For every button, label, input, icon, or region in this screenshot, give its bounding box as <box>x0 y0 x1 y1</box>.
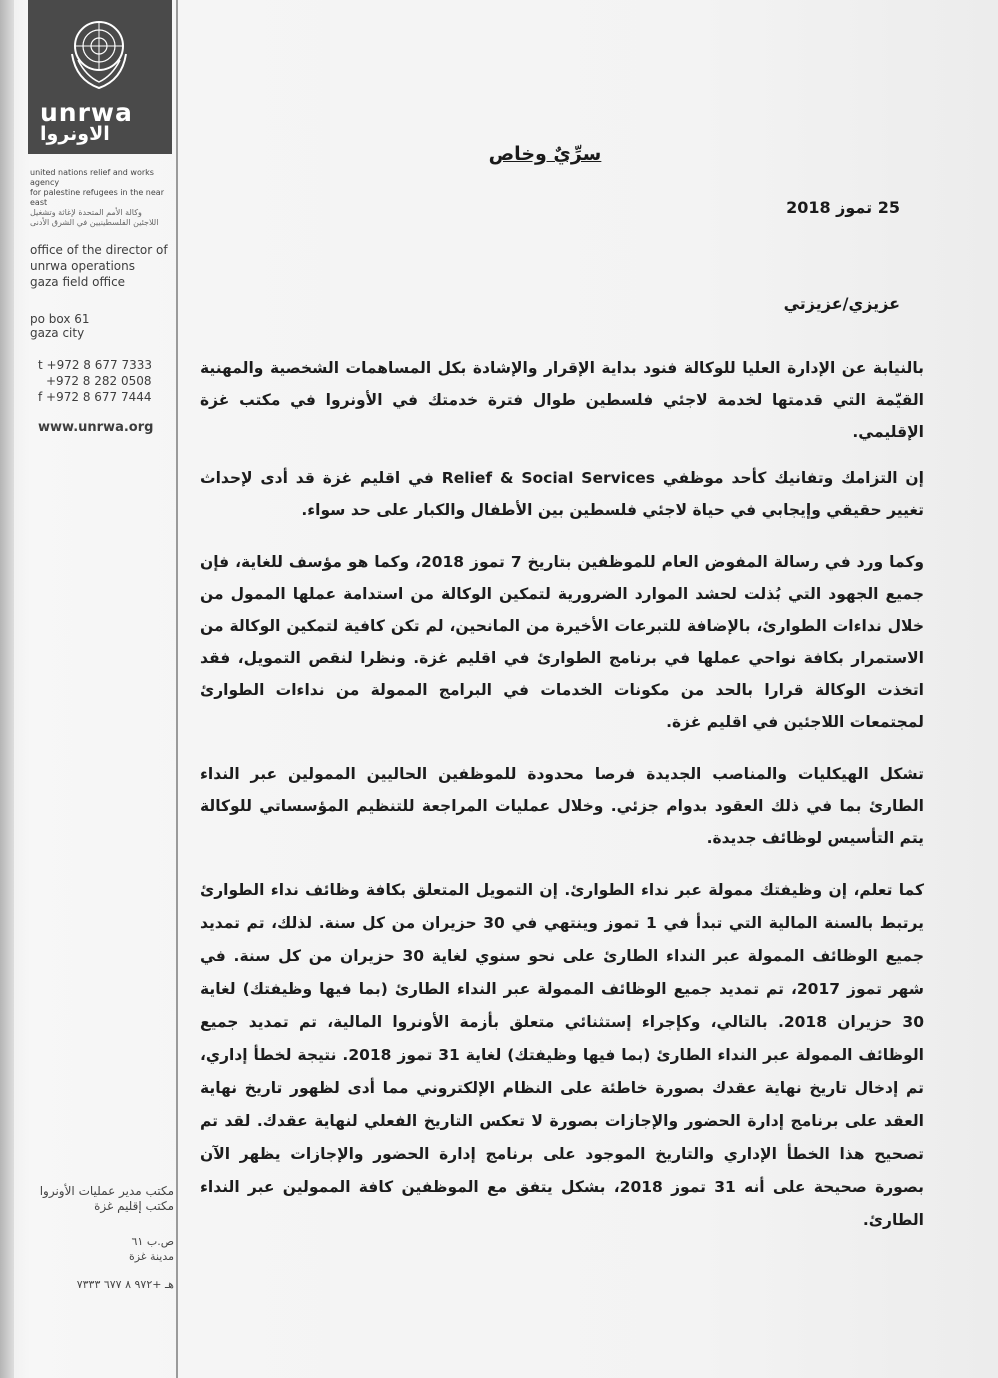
office-line-2: unrwa operations <box>30 259 135 273</box>
po-box-city: gaza city <box>30 326 85 340</box>
logo-text-en: unrwa <box>40 98 133 127</box>
body-paragraph: بالنيابة عن الإدارة العليا للوكالة فنود بداية الإقرار والإشادة بكل المساهمات الشخصية والمهنية القيّمة التي قدمتها لخدمة لاجئي فلسطين طوال فترة خدمتك في الأونروا في مكتب غزة الإقليمي. <box>200 359 924 441</box>
arabic-office-address <box>28 1184 174 1214</box>
office-line-1: office of the director of <box>30 243 168 257</box>
arabic-po-box <box>28 1234 174 1264</box>
agency-name-en-2: for palestine refugees in the near east <box>30 188 164 207</box>
office-address <box>30 242 175 290</box>
body-paragraph: كما تعلم، إن وظيفتك ممولة عبر نداء الطوارئ. إن التمويل المتعلق بكافة وظائف نداء الطوارئ يرتبط بالسنة المالية التي تبدأ في 1 تموز وينتهي في 30 حزيران من كل سنة. لذلك، تم تمديد جميع الوظائف الممولة عبر النداء الطارئ على نحو سنوي لغاية 30 حزيران من كل سنة. في شهر تموز 2017، تم تمديد جميع الوظائف الممولة عبر النداء الطارئ (بما فيها وظيفتك) لغاية 30 حزيران 2018. بالتالي، وكإجراء إستثنائي متعلق بأزمة الأونروا المالية، تم تمديد جميع الوظائف الممولة عبر النداء الطارئ (بما فيها وظيفتك) لغاية 31 تموز 2018. نتيجة لخطأ إداري، تم إدخال تاريخ نهاية عقدك بصورة خاطئة على النظام الإلكتروني مما أدى لظهور تاريخ نهاية العقد على برنامج إدارة الحضور والإجازات بصورة لا تعكس التاريخ الفعلي لنهاية عقدك. لقد تم تصحيح هذا الخطأ الإداري والتاريخ الموجود على برنامج إدارة الحضور والإجازات يظهر الآن بصورة صحيحة على أنه 31 تموز 2018، بشكل يتفق مع الموظفين كافة الممولين عبر النداء الطارئ. <box>200 881 925 1229</box>
website-link: www.unrwa.org <box>38 420 154 435</box>
agency-name-ar-1: وكالة الأمم المتحدة لإغاثة وتشغيل <box>30 208 142 217</box>
agency-name-ar-2: اللاجئين الفلسطينيين في الشرق الأدنى <box>30 218 159 227</box>
body-paragraph: تشكل الهيكليات والمناصب الجديدة فرصا محدودة للموظفين الحاليين الممولين عبر النداء الطارئ بما في ذلك العقود بدوام جزئي. وخلال عمليات المراجعة للتنظيم المؤسساتي للوكالة يتم التأسيس لوظائف جديدة. <box>200 765 924 847</box>
office-line-3: gaza field office <box>30 275 126 289</box>
logo-text-ar: الاونروا <box>40 123 110 145</box>
unrwa-logo <box>28 0 172 154</box>
agency-name-en-1: united nations relief and works agency <box>30 168 154 187</box>
letter-body <box>200 352 924 1257</box>
po-box-number: po box 61 <box>30 312 90 326</box>
fax: f +972 8 677 7444 <box>38 390 152 404</box>
body-paragraph: إن التزامك وتفانيك كأحد موظفي Relief & Social Services في اقليم غزة قد أدى لإحداث تغيير حقيقي وإيجابي في حياة لاجئي فلسطين بين الأطفال والكبار على حد سواء. <box>200 469 924 519</box>
agency-name <box>30 168 170 228</box>
un-emblem-icon <box>66 14 132 92</box>
arabic-po-box-city: مدينة غزة <box>128 1250 174 1263</box>
telephone-2: +972 8 282 0508 <box>46 374 152 388</box>
sidebar-divider <box>176 0 178 1378</box>
arabic-office-line-1: مكتب مدير عمليات الأونروا <box>39 1184 174 1198</box>
letter-greeting: عزيزي/عزيزتي <box>783 294 900 313</box>
arabic-phone: هـ +٩٧٢ ٨ ٦٧٧ ٧٣٣٣ <box>76 1278 174 1291</box>
contact-numbers <box>38 357 152 405</box>
body-paragraph: وكما ورد في رسالة المفوض العام للموظفين بتاريخ 7 تموز 2018، وكما هو مؤسف للغاية، فإن جميع الجهود التي بُذلت لحشد الموارد الضرورية لتمكين الوكالة من استدامة عملها الممول من خلال نداءات الطوارئ، بالإضافة للتبرعات الأخيرة من المانحين، لم تكن كافية لتمكين الوكالة من الاستمرار بكافة نواحي عملها في برنامج الطوارئ في اقليم غزة. ونظرا لنقص التمويل، فقد اتخذت الوكالة قرارا بالحد من مكونات الخدمات في البرامج الممولة من نداءات الطوارئ لمجتمعات اللاجئين في اقليم غزة. <box>200 553 924 731</box>
letter-date: 25 تموز 2018 <box>786 198 900 217</box>
letter-title: سرِّيٌ وخاص <box>488 143 602 165</box>
po-box <box>30 312 90 340</box>
telephone: t +972 8 677 7333 <box>38 358 152 372</box>
page-fold-shadow <box>0 0 14 1378</box>
arabic-po-box-number: ص.ب ٦١ <box>131 1235 174 1248</box>
arabic-office-line-2: مكتب إقليم غزة <box>94 1199 174 1213</box>
